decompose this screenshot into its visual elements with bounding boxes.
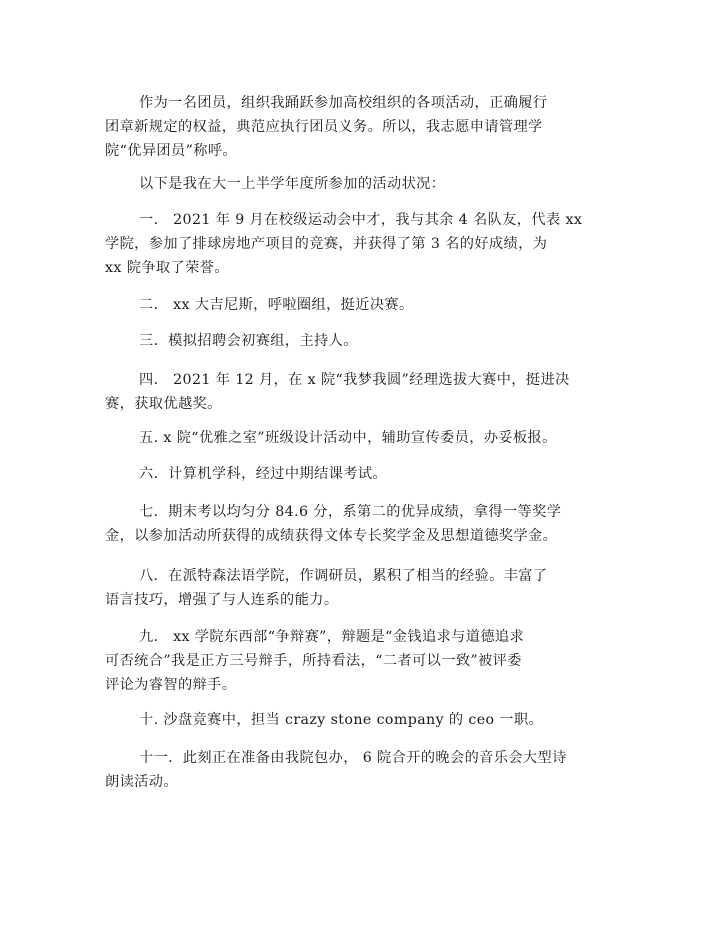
paragraph-item-6: [105, 462, 605, 486]
paragraph-item-5: [105, 426, 605, 450]
text-line: 朗读活动。: [105, 774, 178, 790]
paragraph-item-3: [105, 329, 605, 353]
text-line: 学院，参加了排球房地产项目的竞赛，并获得了第 3 名的好成绩，为: [105, 236, 548, 252]
text-line: 可否统合”我是正方三号辩手，所持看法，“二者可以一致”被评委: [105, 653, 522, 669]
text-line: 九． xx 学院东西部“争辩赛”，辩题是“金钱追求与道德追求: [139, 629, 525, 645]
text-line: 以下是我在大一上半学年度所参加的活动状况：: [139, 176, 446, 192]
text-line: 二． xx 大吉尼斯，呼啦圈组，挺近决赛。: [139, 297, 414, 313]
paragraph-item-4: [105, 368, 605, 416]
text-line: 五. x 院“优雅之室”班级设计活动中，辅助宣传委员，办妥板报。: [139, 430, 557, 446]
paragraph-item-1: [105, 208, 605, 280]
text-line: 一． 2021 年 9 月在校级运动会中才，我与其余 4 名队友，代表 xx: [139, 212, 583, 228]
text-line: 院“优异团员”称呼。: [105, 143, 238, 159]
text-line: 作为一名团员，组织我踊跃参加高校组织的各项活动，正确履行: [139, 95, 548, 111]
text-line: 三．模拟招聘会初赛组，主持人。: [139, 333, 358, 349]
text-line: 十一．此刻正在准备由我院包办， 6 院合开的晚会的音乐会大型诗: [139, 750, 567, 766]
paragraph-item-8: [105, 564, 605, 612]
text-line: 语言技巧，增强了与人连系的能力。: [105, 592, 339, 608]
text-line: 七．期末考以均匀分 84.6 分，系第二的优异成绩，拿得一等奖学: [139, 504, 562, 520]
text-line: 十. 沙盘竞赛中，担当 crazy stone company 的 ceo 一职。: [139, 712, 544, 728]
paragraph-item-10: [105, 708, 605, 732]
paragraph-item-9: [105, 625, 605, 697]
paragraph-intro: [105, 91, 605, 163]
paragraph-activities-heading: [105, 172, 605, 196]
paragraph-item-7: [105, 500, 605, 548]
paragraph-item-2: [105, 293, 605, 317]
text-line: 四． 2021 年 12 月，在 x 院“我梦我圆”经理选拔大赛中，挺进决: [139, 372, 570, 388]
text-line: 团章新规定的权益，典范应执行团员义务。所以，我志愿申请管理学: [105, 119, 543, 135]
text-line: xx 院争取了荣誉。: [105, 260, 229, 276]
text-line: 评论为睿智的辩手。: [105, 677, 237, 693]
text-line: 六．计算机学科，经过中期结课考试。: [139, 466, 387, 482]
text-line: 赛，获取优越奖。: [105, 396, 222, 412]
text-line: 金，以参加活动所获得的成绩获得文体专长奖学金及思想道德奖学金。: [105, 528, 558, 544]
paragraph-item-11: [105, 746, 605, 794]
text-line: 八．在派特森法语学院，作调研员，累积了相当的经验。丰富了: [139, 568, 548, 584]
